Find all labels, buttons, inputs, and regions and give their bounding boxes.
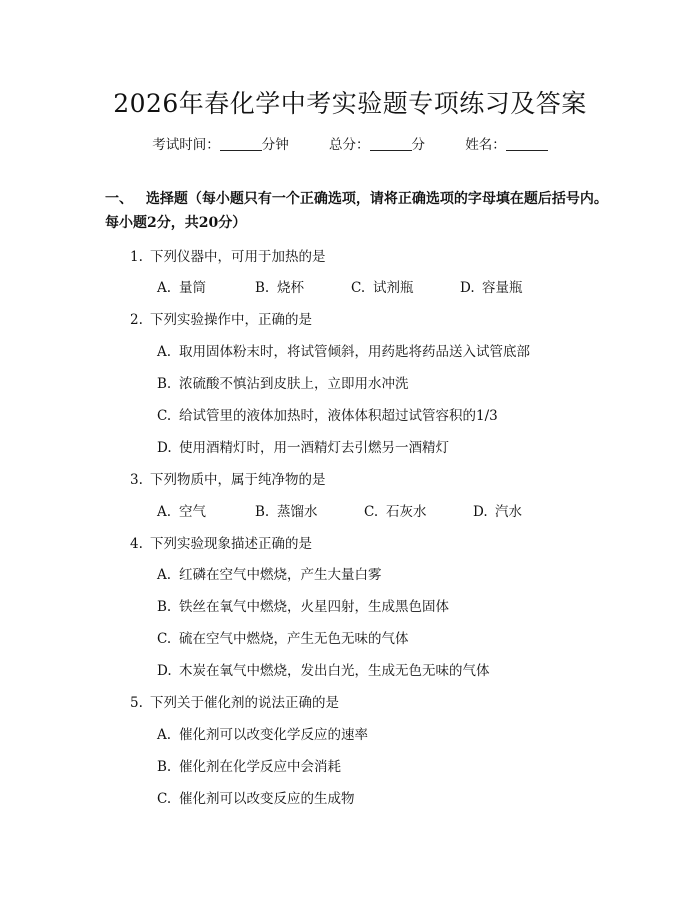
section-number: 一、 — [105, 191, 133, 207]
option-text: 汽水 — [495, 504, 522, 520]
question-text: 下列物质中，属于纯净物的是 — [150, 472, 326, 488]
option-text: 催化剂可以改变化学反应的速率 — [179, 727, 368, 743]
question-text: 下列实验现象描述正确的是 — [150, 536, 312, 552]
section-header — [105, 187, 610, 235]
option-1d — [460, 276, 523, 296]
option-letter: B. — [255, 504, 270, 520]
question-number: 3. — [130, 472, 143, 488]
question-text: 下列关于催化剂的说法正确的是 — [150, 695, 339, 711]
question-1 — [130, 245, 326, 265]
score-label: 总分： — [329, 137, 370, 153]
question-number: 1. — [130, 249, 143, 265]
score-blank — [370, 138, 412, 151]
question-text: 下列仪器中，可用于加热的是 — [150, 249, 326, 265]
option-letter: C. — [351, 280, 366, 296]
section-line2: 每小题2分，共20分） — [105, 215, 247, 231]
option-letter: A. — [157, 344, 172, 360]
option-letter: C. — [157, 791, 172, 807]
option-3b — [255, 500, 318, 520]
option-letter: D. — [460, 280, 475, 296]
option-letter: C. — [157, 408, 172, 424]
option-3d — [473, 500, 522, 520]
option-text: 浓硫酸不慎沾到皮肤上，立即用水冲洗 — [179, 376, 409, 392]
name-blank — [506, 138, 548, 151]
question-2 — [130, 308, 312, 328]
option-text: 硫在空气中燃烧，产生无色无味的气体 — [179, 631, 409, 647]
time-blank — [220, 138, 262, 151]
option-text: 催化剂在化学反应中会消耗 — [179, 759, 341, 775]
question-5 — [130, 691, 339, 711]
option-text: 试剂瓶 — [373, 280, 414, 296]
option-text: 空气 — [179, 504, 206, 520]
score-unit: 分 — [411, 137, 425, 153]
option-5b — [157, 755, 341, 775]
option-5c — [157, 787, 355, 807]
question-number: 4. — [130, 536, 143, 552]
time-label: 考试时间： — [152, 137, 220, 153]
option-letter: D. — [157, 663, 172, 679]
option-letter: D. — [157, 440, 172, 456]
option-1a — [157, 276, 206, 296]
option-4a — [157, 563, 382, 583]
option-2c — [157, 404, 498, 424]
option-text: 石灰水 — [386, 504, 427, 520]
option-letter: A. — [157, 567, 172, 583]
question-number: 5. — [130, 695, 143, 711]
option-letter: B. — [255, 280, 270, 296]
option-4d — [157, 659, 490, 679]
question-number: 2. — [130, 312, 143, 328]
name-label: 姓名： — [465, 137, 506, 153]
option-text: 量筒 — [179, 280, 206, 296]
question-text: 下列实验操作中，正确的是 — [150, 312, 312, 328]
score-field — [329, 133, 425, 153]
option-2a — [157, 340, 530, 360]
option-text: 催化剂可以改变反应的生成物 — [179, 791, 355, 807]
option-3a — [157, 500, 206, 520]
question-4 — [130, 532, 312, 552]
option-text: 给试管里的液体加热时，液体体积超过试管容积的1/3 — [179, 408, 498, 424]
option-text: 取用固体粉末时，将试管倾斜，用药匙将药品送入试管底部 — [179, 344, 530, 360]
option-letter: D. — [473, 504, 488, 520]
option-letter: C. — [157, 631, 172, 647]
option-text: 木炭在氧气中燃烧，发出白光，生成无色无味的气体 — [179, 663, 490, 679]
question-3 — [130, 468, 326, 488]
option-letter: B. — [157, 376, 172, 392]
option-text: 蒸馏水 — [277, 504, 318, 520]
option-2b — [157, 372, 409, 392]
name-field — [465, 133, 548, 153]
option-1c — [351, 276, 414, 296]
option-text: 铁丝在氧气中燃烧，火星四射，生成黑色固体 — [179, 599, 449, 615]
exam-info-line — [0, 133, 700, 153]
option-letter: A. — [157, 504, 172, 520]
option-letter: B. — [157, 599, 172, 615]
option-text: 红磷在空气中燃烧，产生大量白雾 — [179, 567, 382, 583]
time-unit: 分钟 — [261, 137, 289, 153]
option-5a — [157, 723, 368, 743]
option-text: 烧杯 — [277, 280, 304, 296]
time-field — [152, 133, 289, 153]
option-letter: B. — [157, 759, 172, 775]
option-3c — [364, 500, 427, 520]
option-text: 使用酒精灯时，用一酒精灯去引燃另一酒精灯 — [179, 440, 449, 456]
option-4c — [157, 627, 409, 647]
page-title: 2026年春化学中考实验题专项练习及答案 — [113, 89, 587, 118]
option-1b — [255, 276, 304, 296]
option-letter: A. — [157, 727, 172, 743]
option-2d — [157, 436, 449, 456]
section-line1: 选择题（每小题只有一个正确选项，请将正确选项的字母填在题后括号内。 — [145, 191, 608, 207]
option-letter: A. — [157, 280, 172, 296]
option-letter: C. — [364, 504, 379, 520]
option-4b — [157, 595, 449, 615]
option-text: 容量瓶 — [482, 280, 523, 296]
